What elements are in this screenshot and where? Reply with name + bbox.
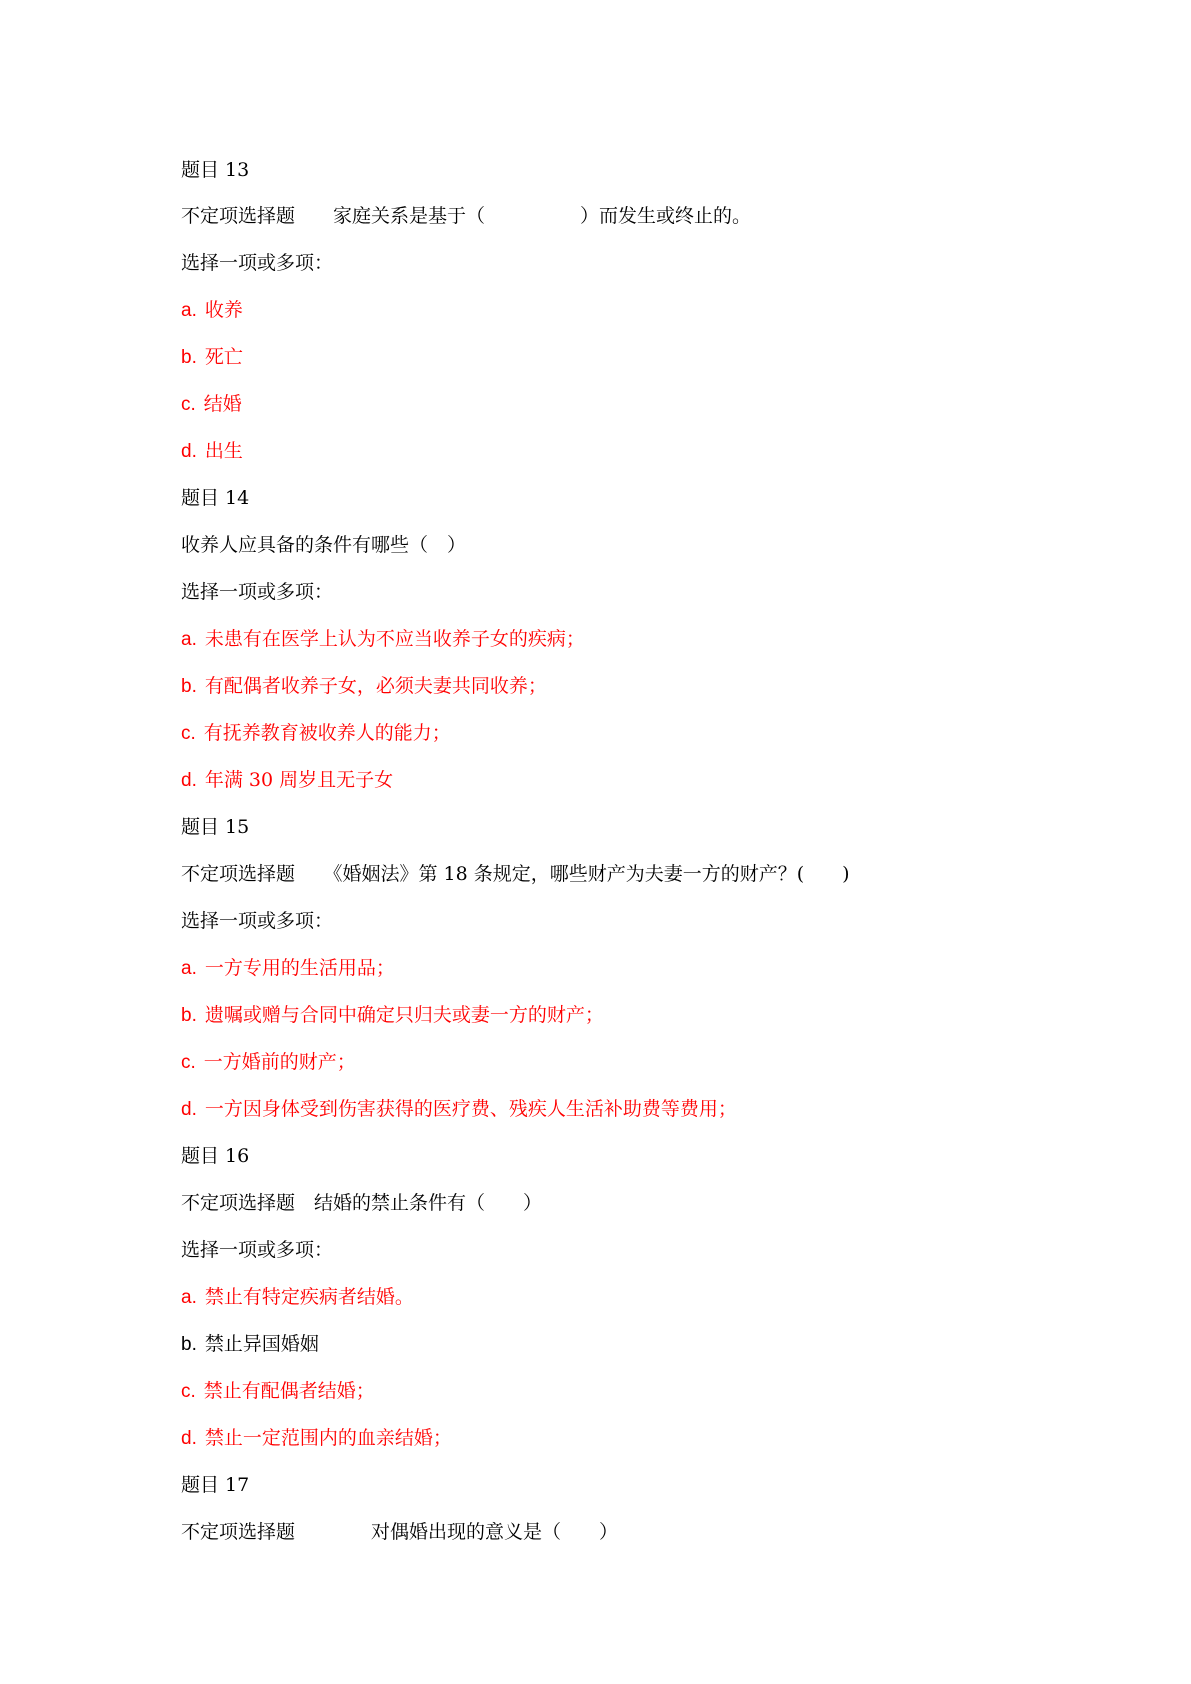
option-b — [181, 674, 547, 698]
option-c — [181, 721, 451, 745]
option-marker: a. — [181, 629, 197, 650]
option-marker: b. — [181, 676, 197, 697]
question-stem: 不定项选择题 家庭关系是基于（ ）而发生或终止的。 — [181, 205, 752, 227]
option-d — [181, 1426, 452, 1450]
option-marker: c. — [181, 1052, 196, 1073]
option-text: 一方婚前的财产； — [203, 1051, 356, 1073]
question-title: 题目 16 — [181, 1145, 250, 1167]
option-text: 结婚 — [203, 393, 242, 415]
option-d — [181, 1097, 737, 1121]
option-text: 遗嘱或赠与合同中确定只归夫或妻一方的财产； — [204, 1004, 604, 1026]
option-text: 死亡 — [204, 346, 243, 368]
option-a — [181, 1285, 414, 1309]
option-marker: d. — [181, 1428, 197, 1449]
option-d — [181, 768, 393, 792]
option-marker: a. — [181, 958, 197, 979]
option-marker: d. — [181, 441, 197, 462]
option-marker: c. — [181, 723, 196, 744]
option-text: 一方因身体受到伤害获得的医疗费、残疾人生活补助费等费用； — [204, 1098, 737, 1120]
option-text: 一方专用的生活用品； — [204, 957, 395, 979]
option-text: 有抚养教育被收养人的能力； — [203, 722, 451, 744]
option-text: 禁止异国婚姻 — [204, 1333, 319, 1355]
option-d — [181, 439, 243, 463]
option-text: 未患有在医学上认为不应当收养子女的疾病； — [204, 628, 585, 650]
question-title: 题目 13 — [181, 159, 250, 181]
option-a — [181, 956, 395, 980]
question-prompt: 选择一项或多项： — [181, 581, 334, 603]
option-text: 年满 30 周岁且无子女 — [204, 769, 394, 791]
option-marker: b. — [181, 347, 197, 368]
option-marker: a. — [181, 300, 197, 321]
option-a — [181, 627, 585, 651]
question-prompt: 选择一项或多项： — [181, 1239, 334, 1261]
option-text: 禁止一定范围内的血亲结婚； — [204, 1427, 452, 1449]
question-title: 题目 14 — [181, 487, 250, 509]
option-c — [181, 1379, 375, 1403]
option-b — [181, 1003, 604, 1027]
option-b — [181, 1332, 319, 1356]
option-marker: a. — [181, 1287, 197, 1308]
option-text: 出生 — [204, 440, 243, 462]
question-stem: 不定项选择题 结婚的禁止条件有（ ） — [181, 1192, 543, 1214]
question-title: 题目 15 — [181, 816, 250, 838]
question-stem: 收养人应具备的条件有哪些（ ） — [181, 534, 467, 556]
option-text: 禁止有配偶者结婚； — [203, 1380, 375, 1402]
question-prompt: 选择一项或多项： — [181, 910, 334, 932]
option-marker: c. — [181, 1381, 196, 1402]
question-stem: 不定项选择题 对偶婚出现的意义是（ ） — [181, 1521, 619, 1543]
option-marker: d. — [181, 1099, 197, 1120]
option-text: 有配偶者收养子女，必须夫妻共同收养； — [204, 675, 547, 697]
option-text: 禁止有特定疾病者结婚。 — [204, 1286, 414, 1308]
option-c — [181, 1050, 356, 1074]
option-b — [181, 345, 243, 369]
option-marker: c. — [181, 394, 196, 415]
question-prompt: 选择一项或多项： — [181, 252, 334, 274]
option-marker: b. — [181, 1005, 197, 1026]
option-marker: b. — [181, 1334, 197, 1355]
option-text: 收养 — [204, 299, 243, 321]
question-title: 题目 17 — [181, 1474, 250, 1496]
option-marker: d. — [181, 770, 197, 791]
option-a — [181, 298, 243, 322]
question-stem: 不定项选择题 《婚姻法》第 18 条规定，哪些财产为夫妻一方的财产？( ) — [181, 863, 850, 885]
option-c — [181, 392, 242, 416]
